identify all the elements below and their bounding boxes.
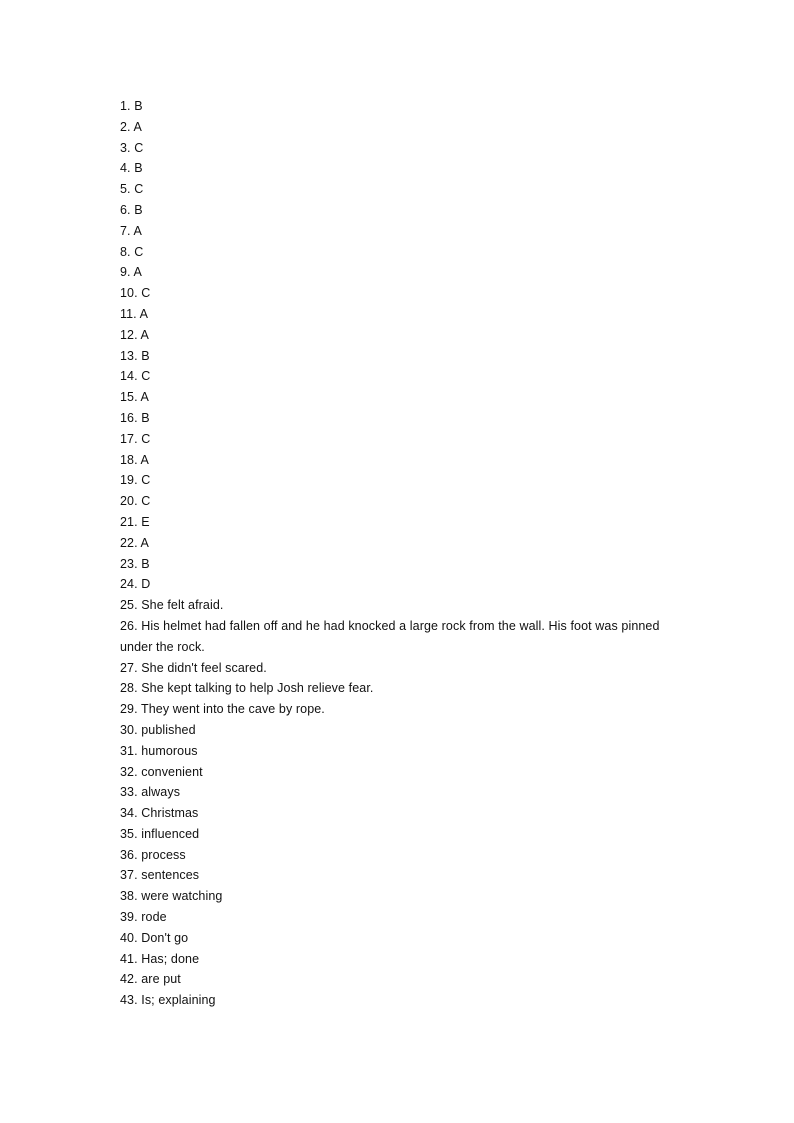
answer-item-28: 28. She kept talking to help Josh relieve fear. <box>120 681 374 696</box>
answer-item-27: 27. She didn't feel scared. <box>120 660 267 675</box>
answer-item-39: 39. rode <box>120 910 167 925</box>
answer-item-37: 37. sentences <box>120 868 200 883</box>
answer-item-10: 10. C <box>120 286 151 301</box>
answer-item-3: 3. C <box>120 140 144 155</box>
answer-item-34: 34. Christmas <box>120 806 199 821</box>
answer-item-15: 15. A <box>120 390 149 405</box>
answer-item-25: 25. She felt afraid. <box>120 598 224 613</box>
answer-item-13: 13. B <box>120 348 150 363</box>
answer-item-4: 4. B <box>120 161 143 176</box>
answer-item-30: 30. published <box>120 722 196 737</box>
answer-item-38: 38. were watching <box>120 889 223 904</box>
answer-item-21: 21. E <box>120 514 150 529</box>
answer-key-list <box>120 96 690 1011</box>
answer-item-23: 23. B <box>120 556 150 571</box>
answer-item-17: 17. C <box>120 431 151 446</box>
answer-item-16: 16. B <box>120 410 150 425</box>
answer-item-11: 11. A <box>120 306 149 321</box>
answer-item-40: 40. Don't go <box>120 930 189 945</box>
answer-item-26: 26. His helmet had fallen off and he had knocked a large rock from the wall. His foot was pinned under the rock. <box>120 618 660 654</box>
answer-item-5: 5. C <box>120 182 144 197</box>
answer-item-18: 18. A <box>120 452 149 467</box>
answer-item-9: 9. A <box>120 265 142 280</box>
answer-item-43: 43. Is; explaining <box>120 993 216 1008</box>
answer-item-20: 20. C <box>120 494 151 509</box>
answer-item-24: 24. D <box>120 577 151 592</box>
answer-item-31: 31. humorous <box>120 743 198 758</box>
answer-item-29: 29. They went into the cave by rope. <box>120 702 325 717</box>
answer-item-12: 12. A <box>120 327 149 342</box>
answer-item-19: 19. C <box>120 473 151 488</box>
answer-item-22: 22. A <box>120 535 149 550</box>
answer-item-2: 2. A <box>120 119 142 134</box>
answer-item-41: 41. Has; done <box>120 951 200 966</box>
answer-item-6: 6. B <box>120 202 143 217</box>
answer-item-14: 14. C <box>120 369 151 384</box>
answer-item-42: 42. are put <box>120 972 181 987</box>
answer-item-36: 36. process <box>120 847 186 862</box>
answer-item-33: 33. always <box>120 785 181 800</box>
answer-item-7: 7. A <box>120 223 142 238</box>
answer-item-35: 35. influenced <box>120 826 200 841</box>
answer-item-1: 1. B <box>120 99 143 113</box>
answer-item-32: 32. convenient <box>120 764 203 779</box>
answer-item-8: 8. C <box>120 244 144 259</box>
